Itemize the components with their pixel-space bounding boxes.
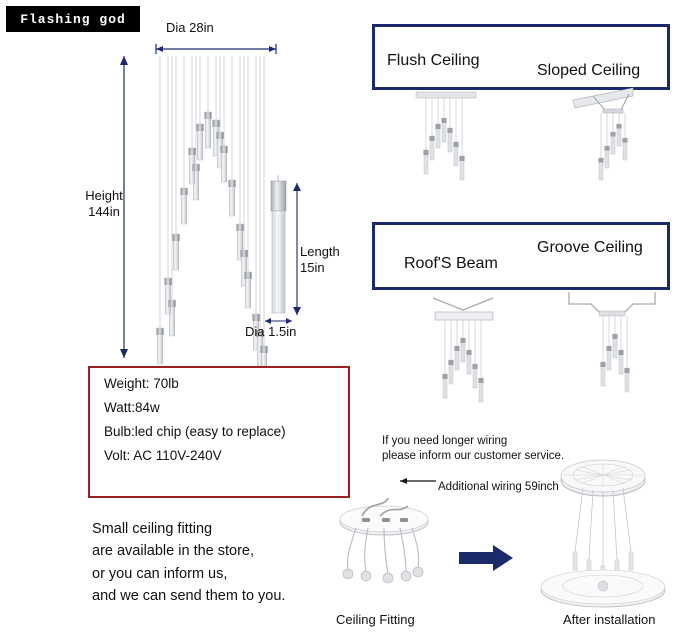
caption-after-installation: After installation bbox=[563, 612, 656, 627]
height-label bbox=[74, 188, 134, 221]
wiring-note-line-1: If you need longer wiring bbox=[382, 435, 508, 447]
spec-volt: Volt: AC 110V-240V bbox=[104, 448, 222, 463]
roofs-beam-svg bbox=[415, 290, 525, 420]
wiring-note-line-2: please inform our customer service. bbox=[382, 449, 565, 462]
additional-wiring-label: Additional wiring 59inch bbox=[438, 481, 559, 493]
groove-ceiling-svg bbox=[555, 286, 675, 416]
rod-diameter-label: Dia 1.5in bbox=[245, 324, 297, 339]
caption-ceiling-fitting: Ceiling Fitting bbox=[336, 612, 415, 627]
after-installation-image bbox=[533, 448, 673, 610]
top-diameter-label: Dia 28in bbox=[166, 20, 214, 35]
height-label-text: Height bbox=[85, 188, 123, 203]
label-sloped-ceiling: Sloped Ceiling bbox=[537, 62, 641, 79]
spec-weight: Weight: 70lb bbox=[104, 376, 179, 391]
flush-ceiling-svg bbox=[398, 88, 508, 188]
ceiling-fitting-blurb bbox=[92, 518, 352, 608]
length-label-text: Length bbox=[300, 244, 340, 259]
illustration-roofs-beam bbox=[415, 290, 525, 420]
illustration-sloped-ceiling bbox=[563, 84, 673, 194]
blurb-line-4: and we can send them to you. bbox=[92, 588, 286, 605]
blurb-line-2: are available in the store, bbox=[92, 543, 255, 560]
specifications-box bbox=[88, 366, 350, 498]
label-flush-ceiling: Flush Ceiling bbox=[387, 52, 480, 69]
illustration-groove-ceiling bbox=[555, 286, 675, 416]
ceiling-fitting-svg bbox=[322, 492, 447, 610]
length-label bbox=[300, 244, 356, 277]
label-roofs-beam: Roof'S Beam bbox=[404, 255, 498, 272]
sloped-ceiling-svg bbox=[563, 84, 673, 194]
label-groove-ceiling: Groove Ceiling bbox=[537, 239, 643, 256]
length-value-text: 15in bbox=[300, 260, 325, 276]
spec-bulb: Bulb:led chip (easy to replace) bbox=[104, 424, 286, 439]
additional-wiring-pointer bbox=[398, 474, 440, 488]
blurb-line-3: or you can inform us, bbox=[92, 565, 228, 582]
height-value-text: 144in bbox=[88, 204, 120, 220]
blurb-line-1: Small ceiling fitting bbox=[92, 521, 213, 537]
spec-watt: Watt:84w bbox=[104, 400, 160, 415]
after-installation-svg bbox=[533, 448, 673, 610]
arrow-right-icon bbox=[459, 543, 515, 573]
brand-name: Flashing god bbox=[20, 11, 126, 27]
illustration-flush-ceiling bbox=[398, 88, 508, 188]
flow-arrow-icon bbox=[459, 543, 515, 573]
ceiling-fitting-image bbox=[322, 492, 447, 610]
pointer-arrow-svg bbox=[398, 474, 440, 488]
